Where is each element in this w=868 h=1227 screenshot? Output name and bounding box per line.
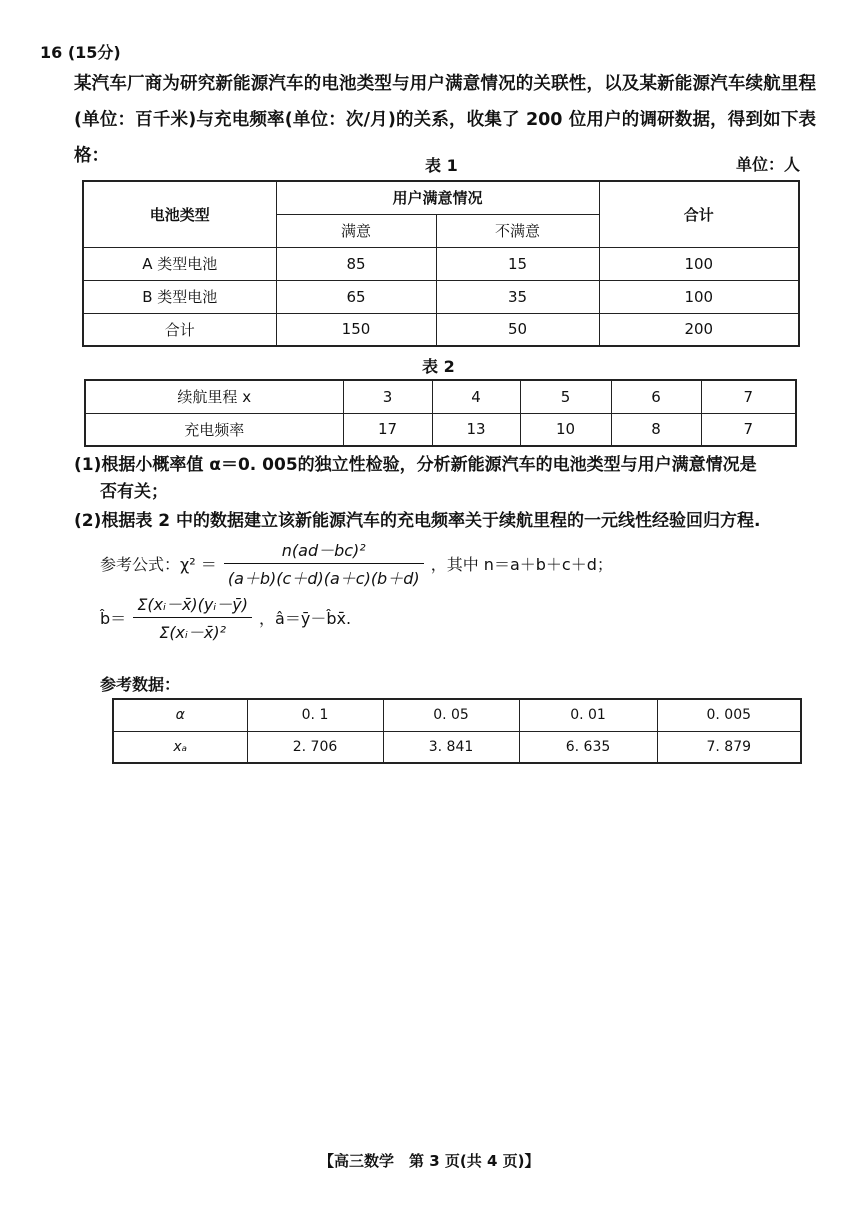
reference-data-label: 参考数据： <box>100 675 181 694</box>
sub-question-2: (2)根据表 2 中的数据建立该新能源汽车的充电频率关于续航里程的一元线性经验回归方程. <box>74 511 761 531</box>
reference-x-symbol: xₐ <box>113 731 247 763</box>
table-row <box>83 313 799 346</box>
table2-cell: 7 <box>701 413 796 446</box>
table2-row-label: 续航里程 x <box>85 380 343 413</box>
chi-square-formula <box>100 538 613 589</box>
table-row <box>113 731 801 763</box>
table2-cell: 10 <box>520 413 611 446</box>
b-numerator: Σ(xᵢ－x̄)(yᵢ－ȳ) <box>133 592 252 618</box>
table1-unit: 单位：人 <box>736 155 801 174</box>
question-intro: 某汽车厂商为研究新能源汽车的电池类型与用户满意情况的关联性，以及某新能源汽车续航里程(单位：百千米)与充电频率(单位：次/月)的关系，收集了 200 位用户的调研数据，得到如下表格： <box>74 74 816 166</box>
b-denominator: Σ(xᵢ－x̄)² <box>159 623 227 642</box>
table1-cell: 65 <box>276 280 436 313</box>
table1-cell: 15 <box>436 247 599 280</box>
table2 <box>84 379 797 447</box>
table-row <box>83 247 799 280</box>
reference-cell: 7. 879 <box>657 731 801 763</box>
table-row <box>83 280 799 313</box>
regression-formula <box>100 592 351 643</box>
chi-square-fraction <box>224 538 424 589</box>
table1-row-label: B 类型电池 <box>83 280 276 313</box>
table1-row-label: 合计 <box>83 313 276 346</box>
reference-cell: 0. 005 <box>657 699 801 731</box>
table2-cell: 13 <box>432 413 520 446</box>
table1-cell: 35 <box>436 280 599 313</box>
table-row <box>85 413 796 446</box>
table1-cell: 50 <box>436 313 599 346</box>
table2-cell: 7 <box>701 380 796 413</box>
table2-cell: 6 <box>611 380 701 413</box>
table1-cell: 85 <box>276 247 436 280</box>
a-formula: ，â＝ȳ－b̂x̄. <box>259 609 352 628</box>
table1-header-satisfaction: 用户满意情况 <box>276 181 599 214</box>
formula-label: 参考公式：χ² ＝ <box>100 555 217 574</box>
table1-cell: 100 <box>599 247 799 280</box>
table2-row-label: 充电频率 <box>85 413 343 446</box>
chi-square-numerator: n(ad－bc)² <box>224 538 424 564</box>
question-number: 16 <box>40 43 63 62</box>
question-points: (15分) <box>67 43 121 62</box>
reference-alpha-symbol: α <box>113 699 247 731</box>
sub-question-1-cont: 否有关； <box>100 482 168 502</box>
reference-cell: 6. 635 <box>519 731 657 763</box>
table2-cell: 8 <box>611 413 701 446</box>
table-row <box>85 380 796 413</box>
table2-cell: 4 <box>432 380 520 413</box>
reference-cell: 0. 1 <box>247 699 383 731</box>
chi-square-tail: ，其中 n＝a＋b＋c＋d； <box>430 555 613 574</box>
reference-cell: 2. 706 <box>247 731 383 763</box>
table1-header-total: 合计 <box>599 181 799 247</box>
page-footer: 【高三数学 第 3 页(共 4 页)】 <box>319 1152 540 1170</box>
reference-cell: 0. 01 <box>519 699 657 731</box>
table2-cell: 5 <box>520 380 611 413</box>
table1-header-unsatisfied: 不满意 <box>436 214 599 247</box>
table2-cell: 17 <box>343 413 432 446</box>
table1-row-label: A 类型电池 <box>83 247 276 280</box>
reference-table <box>112 698 802 764</box>
table1-cell: 100 <box>599 280 799 313</box>
table1-caption: 表 1 <box>425 156 458 175</box>
b-fraction <box>133 592 252 643</box>
table1-cell: 200 <box>599 313 799 346</box>
question-header <box>40 40 121 63</box>
b-label: b̂＝ <box>100 609 127 628</box>
table-row <box>113 699 801 731</box>
reference-cell: 0. 05 <box>383 699 519 731</box>
table2-cell: 3 <box>343 380 432 413</box>
table2-caption: 表 2 <box>422 357 455 376</box>
reference-cell: 3. 841 <box>383 731 519 763</box>
table1-header-battery: 电池类型 <box>83 181 276 247</box>
table1 <box>82 180 800 347</box>
sub-question-1: (1)根据小概率值 α＝0. 005的独立性检验，分析新能源汽车的电池类型与用户满意情况是 <box>74 455 757 475</box>
table1-header-satisfied: 满意 <box>276 214 436 247</box>
chi-square-denominator: (a＋b)(c＋d)(a＋c)(b＋d) <box>227 569 420 588</box>
table1-cell: 150 <box>276 313 436 346</box>
